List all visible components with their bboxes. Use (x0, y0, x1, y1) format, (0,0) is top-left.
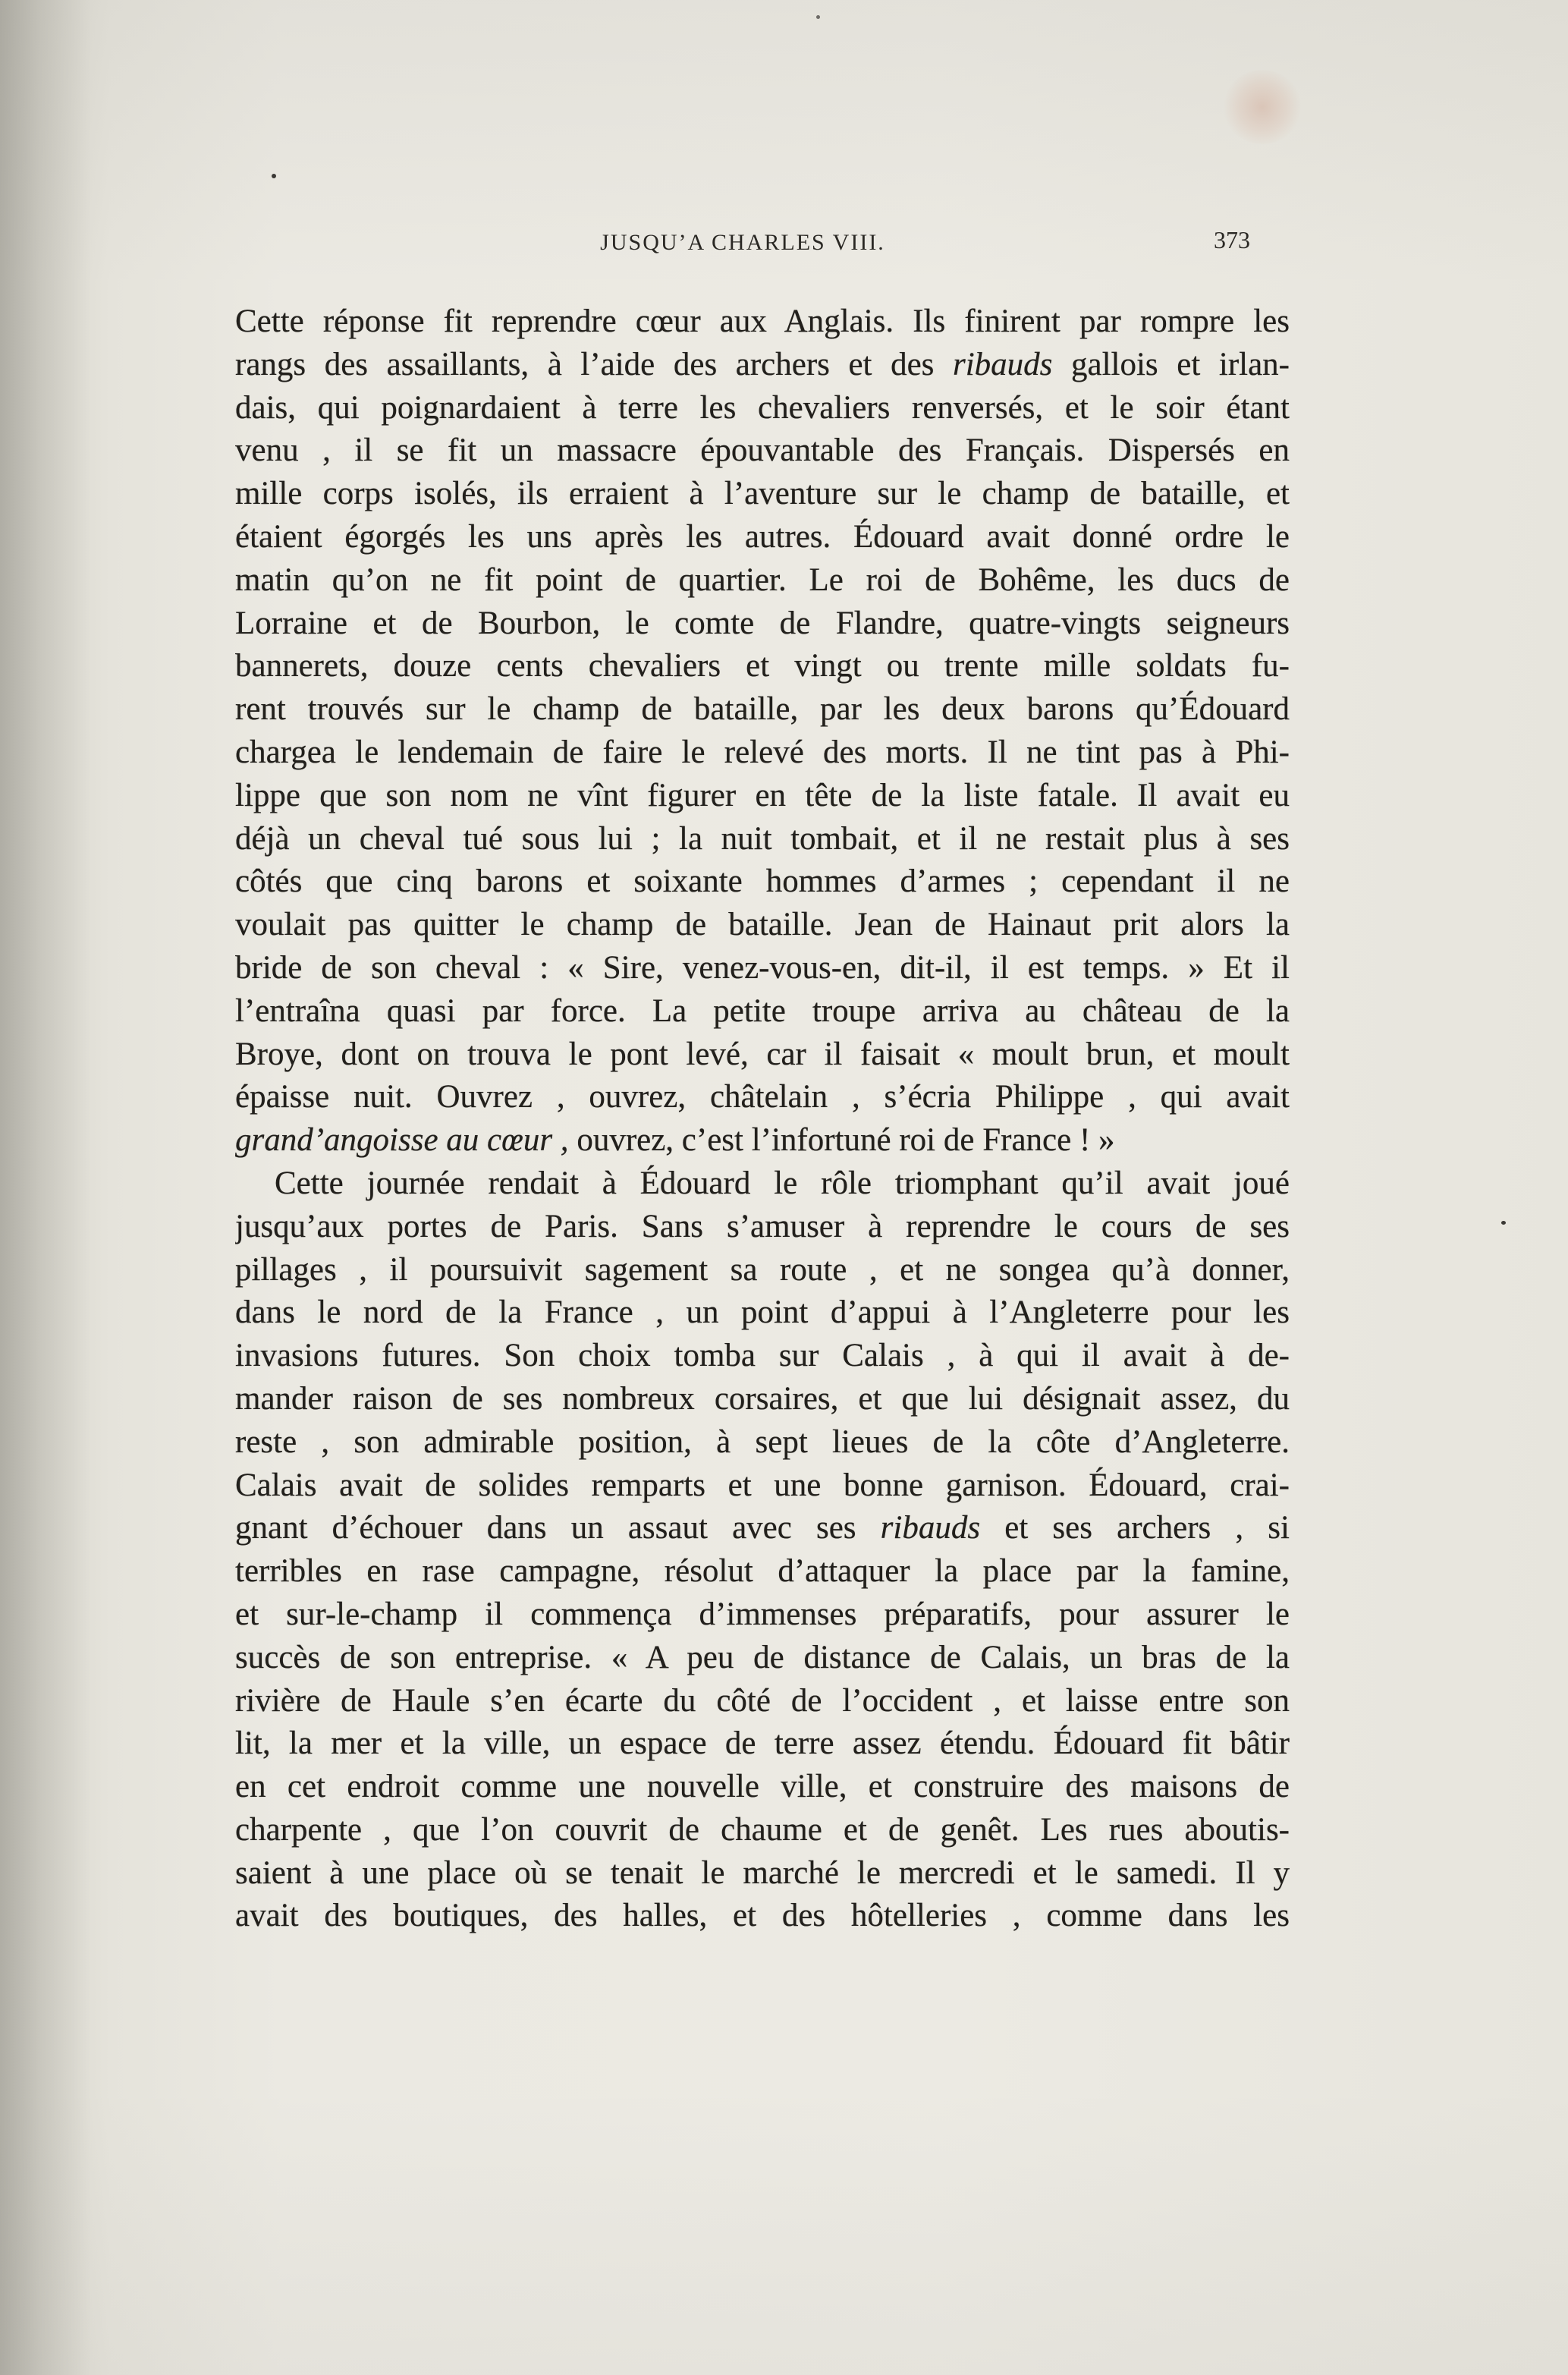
text-line (235, 688, 1290, 731)
text-line (235, 731, 1290, 775)
text-run: voulait pas quitter le champ de bataille. Jean de Hainaut prit alors la (235, 907, 1290, 943)
text-run: gallois et irlan- (1052, 346, 1290, 382)
paragraph (235, 300, 1290, 1162)
text-line (235, 516, 1290, 559)
text-line (235, 344, 1290, 387)
text-line (235, 1507, 1290, 1550)
text-line (235, 1162, 1290, 1206)
text-run: mander raison de ses nombreux corsaires, et que lui désignait assez, du (235, 1380, 1290, 1417)
italic-text: ribauds (880, 1510, 981, 1546)
text-line (235, 559, 1290, 602)
text-run: rangs des assaillants, à l’aide des archers et des (235, 346, 953, 382)
text-run: Broye, dont on trouva le pont levé, car il faisait « moult brun, et moult (235, 1036, 1290, 1072)
text-run: Lorraine et de Bourbon, le comte de Flandre, quatre-vingts seigneurs (235, 605, 1290, 641)
text-line (235, 429, 1290, 473)
text-run: bannerets, douze cents chevaliers et vingt ou trente mille soldats fu- (235, 648, 1290, 684)
text-run: Calais avait de solides remparts et une bonne garnison. Édouard, crai- (235, 1467, 1290, 1503)
text-run: déjà un cheval tué sous lui ; la nuit tombait, et il ne restait plus à ses (235, 820, 1290, 857)
text-run: chargea le lendemain de faire le relevé des morts. Il ne tint pas à Phi- (235, 734, 1290, 770)
paper-speck (1501, 1221, 1506, 1225)
text-line (235, 300, 1290, 344)
text-line (235, 1637, 1290, 1680)
text-line (235, 1335, 1290, 1378)
paper-stain (1223, 70, 1302, 144)
text-line (235, 1421, 1290, 1464)
text-run: jusqu’aux portes de Paris. Sans s’amuser à reprendre le cours de ses (235, 1208, 1290, 1244)
text-line (235, 990, 1290, 1033)
text-line (235, 1076, 1290, 1119)
text-run: dans le nord de la France , un point d’appui à l’Angleterre pour les (235, 1294, 1290, 1331)
text-run: l’entraîna quasi par force. La petite troupe arriva au château de la (235, 992, 1290, 1029)
running-title: JUSQU’A CHARLES VIII. (600, 230, 885, 255)
text-line (235, 473, 1290, 516)
body-text (235, 300, 1290, 1938)
text-run: matin qu’on ne fit point de quartier. Le roi de Bohême, les ducs de (235, 562, 1290, 598)
gutter-shadow (0, 0, 91, 2375)
text-line (235, 1895, 1290, 1938)
text-line (235, 1722, 1290, 1766)
text-run: Cette journée rendait à Édouard le rôle triomphant qu’il avait joué (275, 1165, 1290, 1201)
text-run: étaient égorgés les uns après les autres. Édouard avait donné ordre le (235, 518, 1290, 555)
paragraph (235, 1162, 1290, 1938)
text-line (235, 1680, 1290, 1723)
text-run: terribles en rase campagne, résolut d’attaquer la place par la famine, (235, 1553, 1290, 1590)
text-line (235, 1550, 1290, 1593)
text-run: Cette réponse fit reprendre cœur aux Anglais. Ils finirent par rompre les (235, 304, 1290, 339)
text-run: venu , il se fit un massacre épouvantable des Français. Dispersés en (235, 433, 1290, 469)
italic-text: ribauds (953, 346, 1053, 382)
text-run: avait des boutiques, des halles, et des hôtelleries , comme dans les (235, 1898, 1290, 1934)
text-line (235, 775, 1290, 818)
paper-speck (816, 15, 820, 19)
text-run: mille corps isolés, ils erraient à l’aventure sur le champ de bataille, et (235, 476, 1290, 512)
text-line (235, 1206, 1290, 1249)
text-run: ouvrez, c’est l’infortuné roi de France ! » (568, 1122, 1115, 1159)
text-line (235, 1249, 1290, 1292)
text-line (235, 387, 1290, 430)
text-line (235, 1119, 1290, 1162)
text-run: bride de son cheval : « Sire, venez-vous-en, dit-il, il est temps. » Et il (235, 949, 1290, 986)
text-line (235, 904, 1290, 947)
text-line (235, 645, 1290, 688)
text-line (235, 1464, 1290, 1508)
text-run: épaisse nuit. Ouvrez , ouvrez, châtelain , s’écria Philippe , qui avait (235, 1079, 1290, 1115)
page-number: 373 (1214, 226, 1250, 253)
text-run: et sur-le-champ il commença d’immenses préparatifs, pour assurer le (235, 1596, 1290, 1632)
text-line (235, 1809, 1290, 1852)
text-run: côtés que cinq barons et soixante hommes d’armes ; cependant il ne (235, 863, 1290, 900)
text-run: lippe que son nom ne vînt figurer en tête de la liste fatale. Il avait eu (235, 777, 1290, 813)
text-line (235, 1033, 1290, 1077)
text-run: charpente , que l’on couvrit de chaume et de genêt. Les rues aboutis- (235, 1811, 1290, 1848)
text-run: dais, qui poignardaient à terre les chevaliers renversés, et le soir étant (235, 389, 1290, 426)
text-run: rent trouvés sur le champ de bataille, par les deux barons qu’Édouard (235, 691, 1290, 728)
text-line (235, 860, 1290, 904)
text-run: et ses archers , si (980, 1510, 1290, 1546)
text-line (235, 947, 1290, 990)
text-run: reste , son admirable position, à sept lieues de la côte d’Angleterre. (235, 1423, 1290, 1460)
text-line (235, 1593, 1290, 1637)
text-line (235, 1291, 1290, 1335)
text-run: pillages , il poursuivit sagement sa route , et ne songea qu’à donner, (235, 1251, 1290, 1288)
text-line (235, 1766, 1290, 1809)
text-line (235, 1378, 1290, 1421)
text-line (235, 1852, 1290, 1895)
paper-speck (272, 174, 276, 178)
text-run: saient à une place où se tenait le marché le mercredi et le samedi. Il y (235, 1854, 1290, 1891)
italic-text: grand’angoisse au cœur , (235, 1122, 569, 1159)
text-line (235, 602, 1290, 646)
text-run: rivière de Haule s’en écarte du côté de l’occident , et laisse entre son (235, 1682, 1290, 1719)
text-run: lit, la mer et la ville, un espace de terre assez étendu. Édouard fit bâtir (235, 1725, 1290, 1762)
text-run: invasions futures. Son choix tomba sur Calais , à qui il avait à de- (235, 1338, 1290, 1374)
text-run: succès de son entreprise. « A peu de distance de Calais, un bras de la (235, 1639, 1290, 1675)
text-run: gnant d’échouer dans un assaut avec ses (235, 1510, 881, 1546)
text-run: en cet endroit comme une nouvelle ville, et construire des maisons de (235, 1769, 1290, 1805)
text-line (235, 818, 1290, 861)
